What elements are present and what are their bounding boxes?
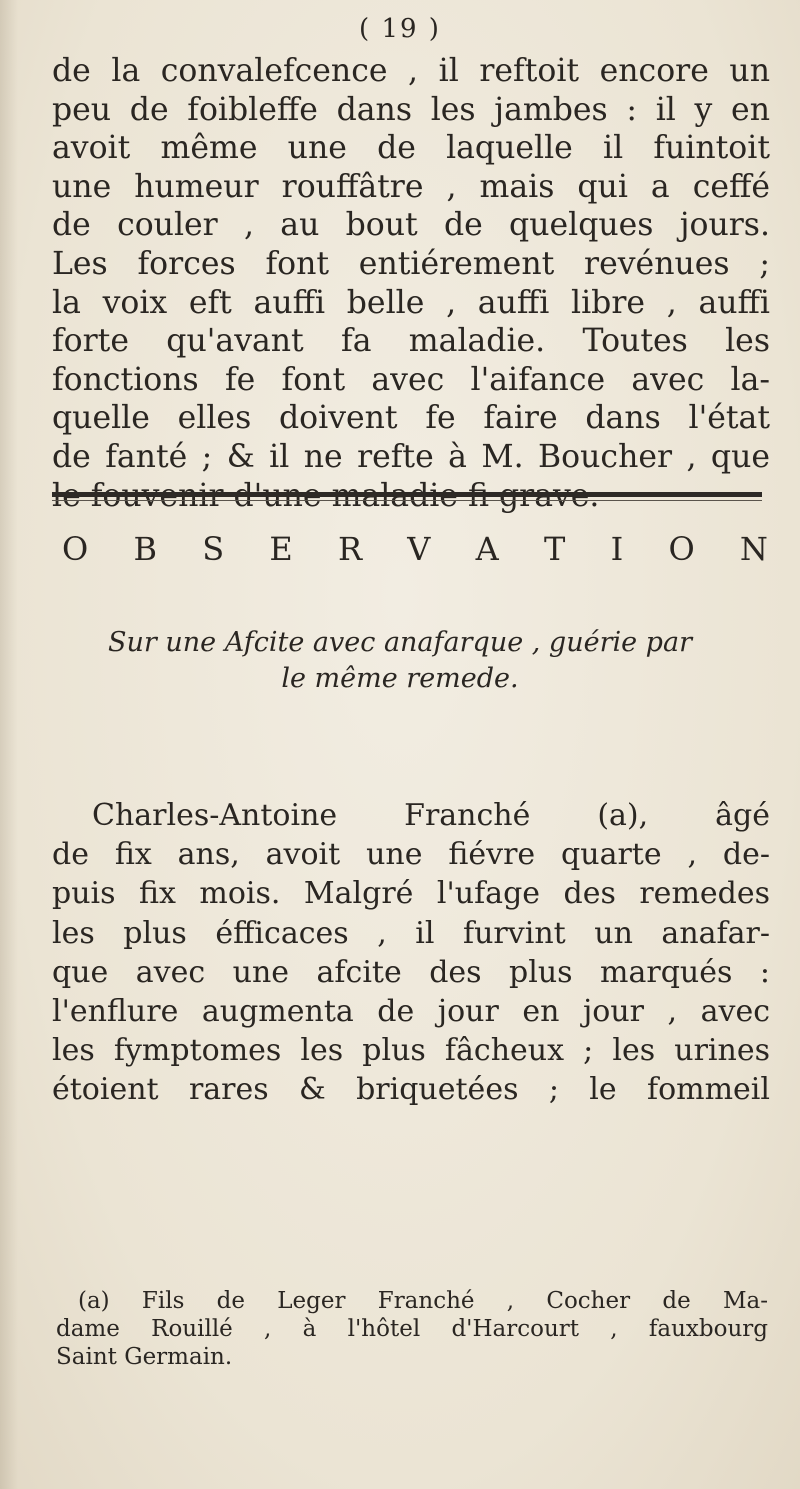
heading-letter: B <box>133 530 157 568</box>
heading-letter: T <box>543 530 566 568</box>
text-line: quelle elles doivent fe faire dans l'état <box>52 400 770 437</box>
text-line: fonctions fe font avec l'aifance avec la- <box>52 361 770 398</box>
text-line: l'enflure augmenta de jour en jour , avec <box>52 994 770 1030</box>
text-line: les fymptomes les plus fâcheux ; les urines <box>52 1033 770 1069</box>
text-line: Charles-Antoine Franché (a), âgé <box>92 798 770 833</box>
heading-letter: O <box>668 530 695 568</box>
text-line: forte qu'avant fa maladie. Toutes les <box>52 323 770 360</box>
text-line: puis fix mois. Malgré l'ufage des remedes <box>52 876 770 912</box>
section-divider <box>52 492 762 497</box>
text-line: peu de foibleffe dans les jambes : il y en <box>52 91 770 128</box>
footnote-line: Saint Germain. <box>56 1344 233 1370</box>
heading-letter: E <box>269 530 293 568</box>
heading-letter: S <box>202 530 225 568</box>
text-line: de la convalefcence , il reftoit encore un <box>52 53 770 89</box>
text-line: les plus éfficaces , il furvint un anafar- <box>52 915 770 951</box>
text-line: la voix eft auffi belle , auffi libre , auffi <box>52 284 770 321</box>
text-line: de fix ans, avoit une fiévre quarte , de- <box>52 837 770 873</box>
text-line: une humeur rouffâtre , mais qui a ceffé <box>52 168 770 205</box>
page-edge-shadow <box>0 0 18 1489</box>
text-line: Les forces font entiérement revénues ; <box>52 245 770 282</box>
heading-letter: I <box>610 530 624 568</box>
heading-letter: V <box>407 530 431 568</box>
section-heading <box>62 530 768 568</box>
text-line: avoit même une de laquelle il fuintoit <box>52 130 770 167</box>
footnote-line: (a) Fils de Leger Franché , Cocher de Ma- <box>78 1288 768 1314</box>
footnote <box>56 1287 768 1371</box>
footnote-line: dame Rouillé , à l'hôtel d'Harcourt , fauxbourg <box>56 1316 768 1342</box>
page-number: ( 19 ) <box>359 14 441 44</box>
heading-letter: A <box>475 530 499 568</box>
heading-letter: R <box>337 530 363 568</box>
paragraph-case <box>52 796 770 1110</box>
text-line: de fanté ; & il ne refte à M. Boucher , que <box>52 438 770 475</box>
paragraph-convalescence <box>52 52 770 515</box>
heading-letter: O <box>62 530 89 568</box>
section-subtitle <box>0 625 800 697</box>
text-line: étoient rares & briquetées ; le fommeil <box>52 1072 770 1108</box>
text-line: que avec une afcite des plus marqués : <box>52 954 770 990</box>
heading-letter: N <box>739 530 768 568</box>
section-divider-thin <box>52 500 762 501</box>
text-line: le fouvenir d'une maladie fi grave. <box>52 477 600 514</box>
text-line: de couler , au bout de quelques jours. <box>52 207 770 244</box>
subtitle-line: Sur une Afcite avec anafarque , guérie par <box>108 627 692 658</box>
subtitle-line: le même remede. <box>281 663 519 694</box>
